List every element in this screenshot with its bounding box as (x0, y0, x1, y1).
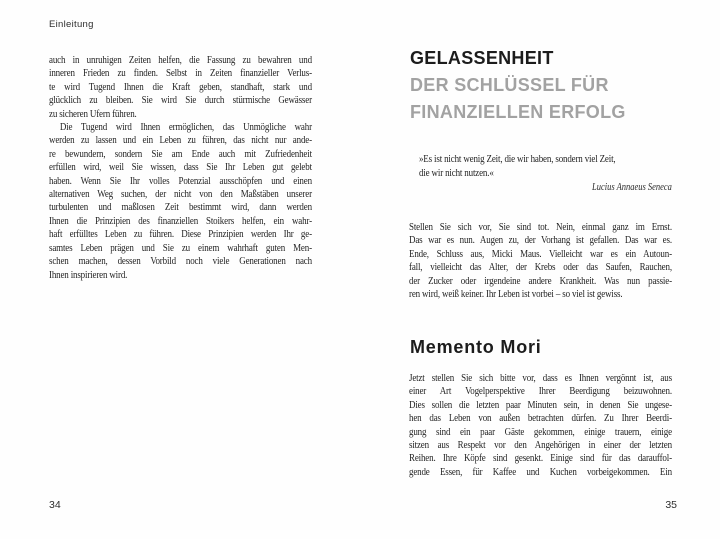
text-line: samtes Leben prägen und Sie zu einem wahrhaft guten Men- (49, 241, 312, 254)
quote-attribution: Lucius Annaeus Seneca (592, 182, 672, 193)
text-line: auch in unruhigen Zeiten helfen, die Fassung zu bewahren und (49, 54, 312, 66)
right-paragraph-2 (409, 372, 672, 479)
text-line: fall, vielleicht das Alter, der Krebs oder das Saufen, Rauchen, (409, 261, 672, 274)
text-line: gung sind ein paar Gäste gekommen, einige trauern, einige (409, 425, 672, 438)
text-line: Stellen Sie sich vor, Sie sind tot. Nein, einmal ganz im Ernst. (409, 221, 672, 233)
text-line: re bewundern, sondern Sie am Ende auch mit Zufriedenheit (49, 147, 312, 160)
text-line: einer Art Vogelperspektive Ihrer Beerdigung beizuwohnen. (409, 385, 672, 398)
text-line: »Es ist nicht wenig Zeit, die wir haben, sondern viel Zeit, (418, 153, 616, 165)
quote-text (409, 152, 672, 180)
text-line: zu sicheren Ufern führen. (49, 107, 137, 120)
text-line: turbulenten und maßlosen Zeit bestimmt wird, dann werden (49, 201, 312, 214)
text-line: hen das Leben von außen betrachten dürfen. Zu Ihrer Beerdi- (409, 412, 672, 425)
text-line: werden zu lassen und ein Leben zu führen, das nicht nur ande- (49, 134, 312, 147)
text-line: Die Tugend wird Ihnen ermöglichen, das Unmögliche wahr (59, 121, 312, 134)
chapter-subtitle-line-2: FINANZIELLEN ERFOLG (410, 102, 626, 122)
text-line: Dies sollen die letzten paar Minuten sein, in denen Sie ungese- (409, 398, 672, 411)
text-line: Ihnen die Prinzipien des finanziellen Stoikers helfen, ein wahr- (49, 214, 312, 227)
text-line: alternativen Weg suchen, der nicht von den Maßstäben unserer (49, 188, 312, 201)
text-line: haben. Wenn Sie Ihr volles Potenzial ausschöpfen und einen (49, 174, 312, 187)
page-number-left: 34 (49, 499, 61, 511)
epigraph-quote (409, 152, 672, 195)
left-paragraph-continued (49, 54, 312, 121)
text-line: glücklich zu bleiben. Sie wird Sie durch stürmische Gewässer (49, 94, 312, 107)
text-line: Das war es nun. Augen zu, der Vorhang ist gefallen. Das war es. (409, 234, 672, 247)
text-line: ren wird, weiß keiner. Ihr Leben ist vorbei – so viel ist gewiss. (409, 288, 623, 301)
chapter-subtitle-line-1: DER SCHLÜSSEL FÜR (410, 75, 609, 95)
text-line: inneren Frieden zu finden. Selbst in Zeiten finanzieller Verlus- (49, 67, 312, 80)
text-line: Ende, Schluss aus, Micki Maus. Vielleicht war es ein Autoun- (409, 247, 672, 260)
text-line: Reihen. Ihre Köpfe sind gesenkt. Einige sind für das darauffol- (409, 452, 672, 465)
text-line: die wir nicht nutzen.« (418, 167, 494, 179)
chapter-title-line-1: GELASSENHEIT (410, 48, 554, 68)
text-line: haft erfülltes Leben zu führen. Diese Prinzipien werden Ihr ge- (49, 228, 312, 241)
text-line: Ihnen inspirieren wird. (49, 268, 128, 281)
text-line: gende Essen, für Kaffee und Kuchen vorbeigekommen. Ein (409, 465, 672, 478)
page-number-right: 35 (665, 499, 677, 511)
text-line: schen machen, dessen Vorbild noch viele Generationen nach (49, 255, 312, 268)
text-line: sitzen aus Respekt vor den Angehörigen in einer der letzten (409, 439, 672, 452)
text-line: erfüllen wird, weil Sie wissen, dass Sie Ihr Leben gut gelebt (49, 161, 312, 174)
running-header: Einleitung (49, 19, 94, 30)
left-paragraph-2 (49, 121, 312, 282)
text-line: te wird Tugend Ihnen die Kraft geben, standhaft, stark und (49, 80, 312, 93)
left-page-body (49, 54, 312, 282)
text-line: der Zucker oder irgendeine andere Krankheit. Was nun passie- (409, 274, 672, 287)
right-paragraph-1 (409, 221, 672, 301)
chapter-title (410, 45, 690, 126)
section-heading: Memento Mori (410, 337, 542, 357)
text-line: Jetzt stellen Sie sich bitte vor, dass es Ihnen vergönnt ist, aus (409, 372, 672, 384)
